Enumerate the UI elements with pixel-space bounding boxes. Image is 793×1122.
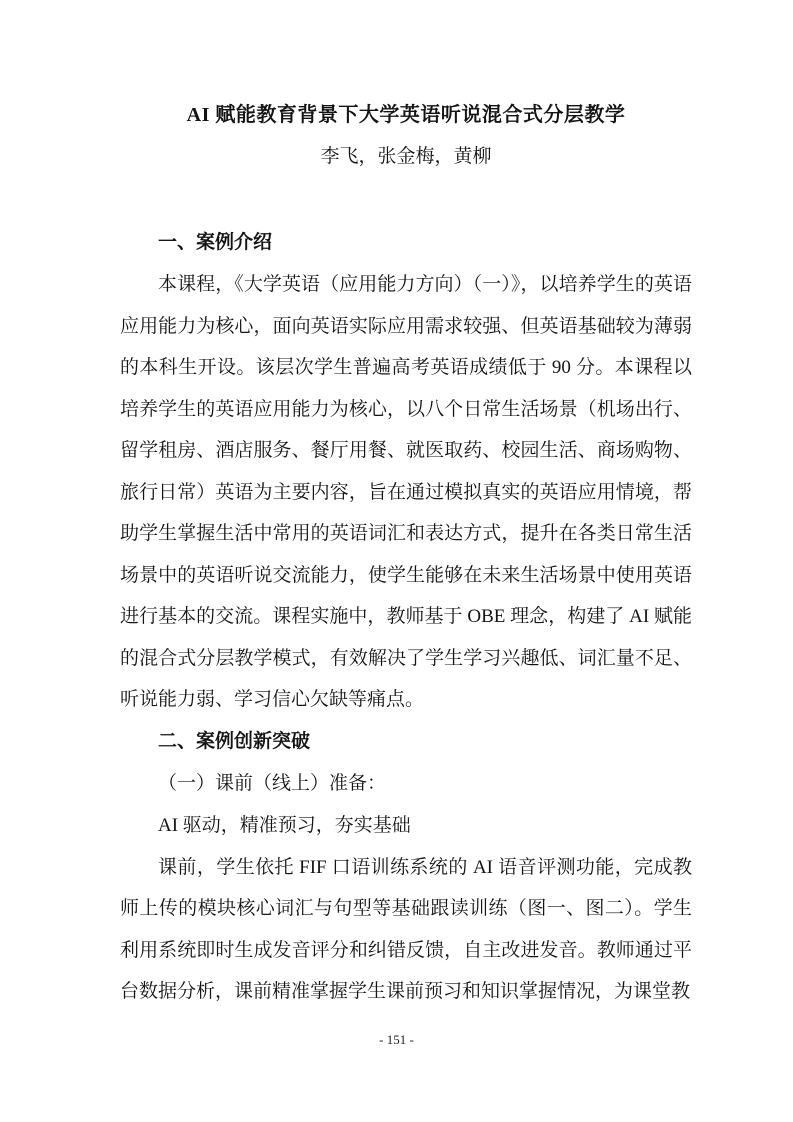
section-heading-case-introduction: 一、案例介绍 [158,232,273,253]
pre-class-paragraph: 课前，学生依托 FIF 口语训练系统的 AI 语音评测功能，完成教师上传的模块核心词汇与句型等基础跟读训练（图一、图二）。学生利用系统即时生成发音评分和纠错反馈，自主改进发音。教师通过平台数据分析，课前精准掌握学生课前预习和知识掌握情况，为课堂教 [120,856,692,1002]
document-content [120,94,692,1013]
case-introduction-paragraph: 本课程，《大学英语（应用能力方向）（一）》，以培养学生的英语应用能力为核心，面向英语实际应用需求较强、但英语基础较为薄弱的本科生开设。该层次学生普遍高考英语成绩低于 90 分。本课程以培养学生的英语应用能力为核心，以八个日常生活场景（机场出行、留学租房、酒店服务、餐厅用餐、就医取药、校园生活、商场购物、旅行日常）英语为主要内容，旨在通过模拟真实的英语应用情境，帮助学生掌握生活中常用的英语词汇和表达方式，提升在各类日常生活场景中的英语听说交流能力，使学生能够在未来生活场景中使用英语进行基本的交流。课程实施中，教师基于 OBE 理念，构建了 AI 赋能的混合式分层教学模式，有效解决了学生学习兴趣低、词汇量不足、听说能力弱、学习信心欠缺等痛点。 [120,274,692,710]
subsection-heading-pre-class-preparation: （一）课前（线上）准备： [158,772,387,794]
section-heading-case-innovation: 二、案例创新突破 [158,730,311,752]
authors-line: 李飞，张金梅，黄柳 [320,146,492,167]
subsection-tagline: AI 驱动，精准预习，夯实基础 [158,814,411,836]
page-number: - 151 - [379,1032,414,1047]
document-title: AI 赋能教育背景下大学英语听说混合式分层教学 [186,104,626,126]
